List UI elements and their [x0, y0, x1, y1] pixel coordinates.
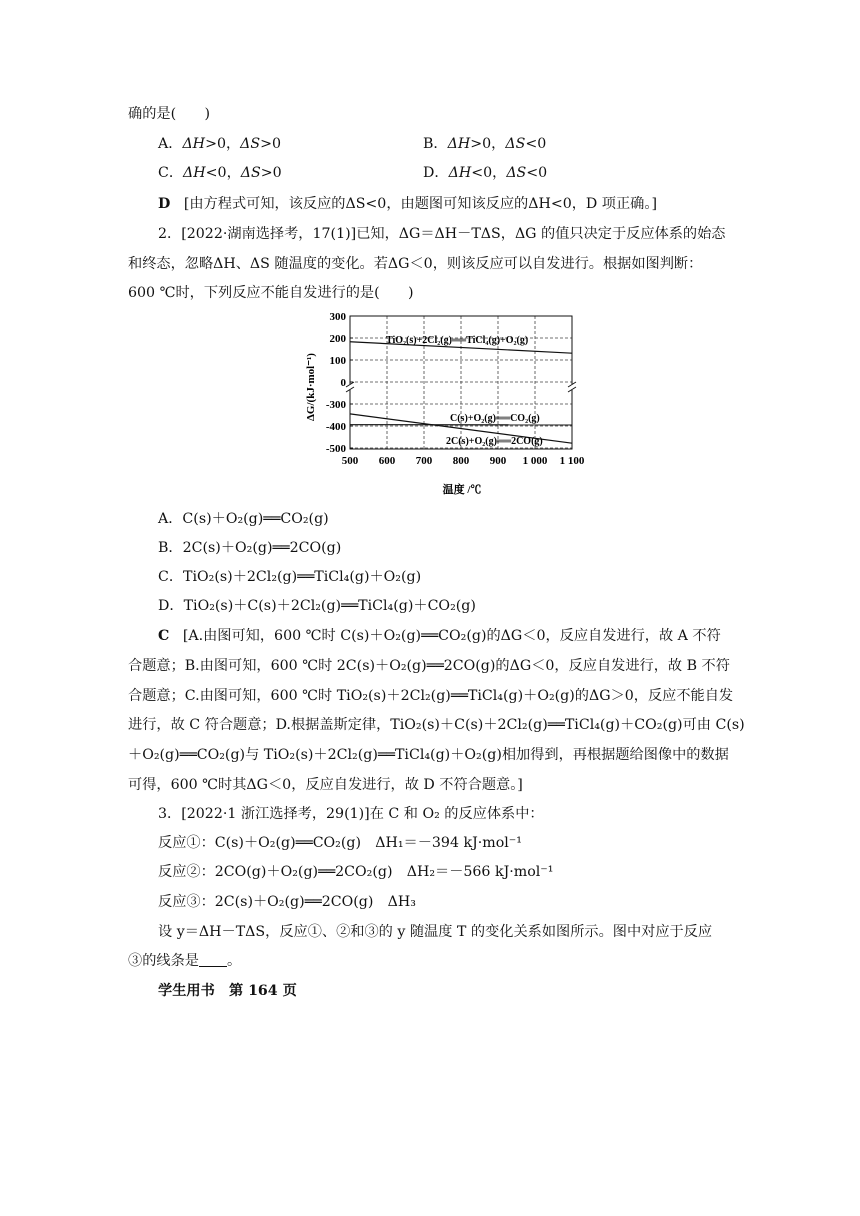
chart-x-label: 温度 /℃: [442, 484, 482, 496]
q2-answer: C: [158, 628, 170, 644]
q1-explanation: [由方程式可知，该反应的ΔS<0，由题图可知该反应的ΔH<0，D 项正确。]: [183, 196, 657, 212]
x-tick-label: 700: [415, 455, 433, 467]
chart-y-label: ΔG/(kJ·mol⁻¹): [305, 353, 317, 421]
x-tick-label: 1 000: [522, 455, 548, 467]
page-footer: 学生用书 第 164 页: [158, 983, 297, 999]
y-tick-label: 100: [329, 355, 346, 367]
y-tick-label: 200: [329, 333, 346, 345]
y-tick-label: -500: [325, 443, 346, 455]
x-tick-label: 800: [452, 455, 470, 467]
q1-answer: D: [158, 196, 171, 212]
q3-reaction-2: 反应②：2CO(g)＋O₂(g)══2CO₂(g) ΔH₂＝－566 kJ·mol⁻¹: [158, 864, 554, 880]
series-label-co2: C(s)+O₂(g)══CO₂(g): [450, 413, 540, 424]
q2-explanation-line6: 可得，600 ℃时其ΔG＜0，反应自发进行，故 D 不符合题意。]: [128, 777, 523, 793]
q1-option-a: A．ΔH>0，ΔS>0: [158, 136, 282, 152]
q2-stem-line1: 2．[2022·湖南选择考，17(1)]已知，ΔG＝ΔH－TΔS，ΔG 的值只决定于反应体系的始态: [158, 226, 726, 242]
x-tick-label: 1 100: [559, 455, 585, 467]
q3-stem: 3．[2022·1 浙江选择考，29(1)]在 C 和 O₂ 的反应体系中：: [158, 806, 544, 822]
y-tick-label: -400: [325, 421, 346, 433]
series-label-tio2: TiO₂(s)+2Cl₂(g)══TiCl₄(g)+O₂(g): [386, 335, 529, 346]
y-tick-label: -300: [325, 399, 346, 411]
y-tick-label: 0: [340, 377, 346, 389]
x-tick-label: 900: [489, 455, 507, 467]
series-label-co: 2C(s)+O₂(g)══2CO(g): [446, 436, 543, 447]
q1-stem-tail: 确的是( ): [128, 106, 211, 122]
x-tick-label: 500: [341, 455, 359, 467]
q2-option-a: A．C(s)＋O₂(g)══CO₂(g): [158, 511, 329, 527]
q2-explanation-line5: ＋O₂(g)══CO₂(g)与 TiO₂(s)＋2Cl₂(g)══TiCl₄(g)＋O₂(g)相加得到，再根据题给图像中的数据: [128, 747, 729, 763]
q1-option-d: D．ΔH<0，ΔS<0: [423, 165, 548, 181]
q1-option-b: B．ΔH>0，ΔS<0: [423, 136, 547, 152]
q2-explanation-line3: 合题意；C.由图可知，600 ℃时 TiO₂(s)＋2Cl₂(g)══TiCl₄(g)＋O₂(g)的ΔG＞0，反应不能自发: [128, 688, 734, 704]
q2-stem-line3: 600 ℃时，下列反应不能自发进行的是( ): [128, 285, 414, 301]
q3-reaction-1: 反应①：C(s)＋O₂(g)══CO₂(g) ΔH₁＝－394 kJ·mol⁻¹: [158, 835, 522, 851]
q2-explanation-line2: 合题意；B.由图可知，600 ℃时 2C(s)＋O₂(g)══2CO(g)的ΔG＜0，反应自发进行，故 B 不符: [128, 658, 730, 674]
q2-option-b: B．2C(s)＋O₂(g)══2CO(g): [158, 540, 342, 556]
q2-explanation-line4: 进行，故 C 符合题意；D.根据盖斯定律，TiO₂(s)＋C(s)＋2Cl₂(g)══TiCl₄(g)＋CO₂(g)可由 C(s): [128, 717, 745, 733]
y-tick-label: 300: [329, 311, 346, 323]
q3-question-line1: 设 y＝ΔH－TΔS，反应①、②和③的 y 随温度 T 的变化关系如图所示。图中对应于反应: [158, 924, 713, 940]
delta-g-temperature-chart: [300, 307, 600, 499]
x-tick-label: 600: [378, 455, 396, 467]
q2-option-d: D．TiO₂(s)＋C(s)＋2Cl₂(g)══TiCl₄(g)＋CO₂(g): [158, 598, 476, 614]
answer-blank[interactable]: [199, 952, 227, 967]
q2-option-c: C．TiO₂(s)＋2Cl₂(g)══TiCl₄(g)＋O₂(g): [158, 569, 422, 585]
q3-reaction-3: 反应③：2C(s)＋O₂(g)══2CO(g) ΔH₃: [158, 894, 416, 910]
q1-answer-line: [158, 194, 657, 214]
q1-option-c: C．ΔH<0，ΔS>0: [158, 165, 282, 181]
q3-question-line2: ③的线条是 。: [128, 953, 242, 969]
q2-explanation-line1: C [A.由图可知，600 ℃时 C(s)＋O₂(g)══CO₂(g)的ΔG＜0，反应自发进行，故 A 不符: [158, 628, 721, 644]
q2-stem-line2: 和终态，忽略ΔH、ΔS 随温度的变化。若ΔG＜0，则该反应可以自发进行。根据如图判断：: [128, 256, 703, 272]
